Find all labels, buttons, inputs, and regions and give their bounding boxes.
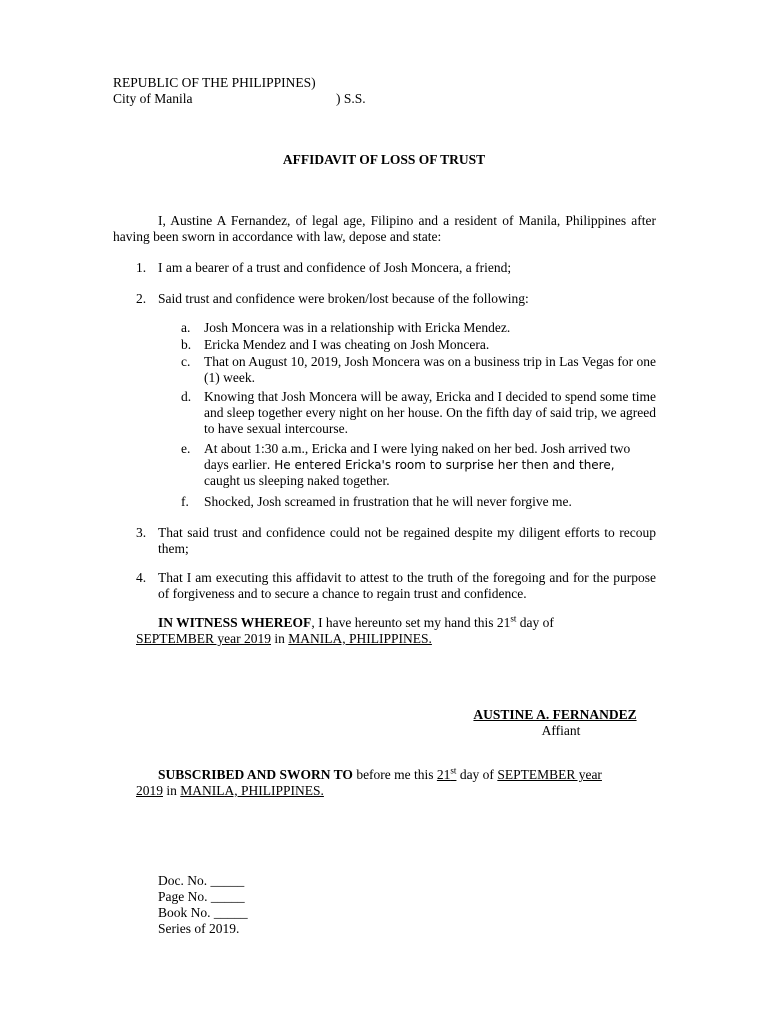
sworn-month: SEPTEMBER year [497, 767, 602, 782]
item-number: 1. [136, 260, 147, 275]
subitem-text-part: . He entered Ericka's room to surprise her then and there, [266, 458, 615, 472]
city-header: City of Manila [113, 91, 193, 106]
page-number: Page No. _____ [158, 889, 245, 904]
subitem-text: Shocked, Josh screamed in frustration that he will never forgive me. [204, 494, 572, 509]
item-text: That said trust and confidence could not be regained despite my diligent efforts to recoup them; [158, 525, 656, 556]
subitem-letter: b. [181, 337, 192, 352]
sworn-paragraph [136, 767, 656, 799]
document-title: AFFIDAVIT OF LOSS OF TRUST [282, 152, 486, 167]
doc-number: Doc. No. _____ [158, 873, 245, 888]
witness-paragraph [136, 615, 656, 647]
witness-text: day of [516, 615, 554, 630]
item-text: Said trust and confidence were broken/lost because of the following: [158, 291, 529, 306]
sworn-text: in [163, 783, 181, 798]
witness-text: in [271, 631, 289, 646]
subitem-text-part: At about 1:30 a.m., Ericka and I were lying naked on her bed. Josh arrived two days earlier [204, 441, 631, 472]
ss-label: ) S.S. [336, 91, 366, 106]
item-number: 4. [136, 570, 147, 585]
affiant-role: Affiant [541, 723, 581, 738]
subitem-letter: c. [181, 354, 191, 369]
affiant-name: AUSTINE A. FERNANDEZ [473, 707, 637, 722]
subitem-text: That on August 10, 2019, Josh Moncera was on a business trip in Las Vegas for one (1) week. [204, 354, 656, 385]
sworn-day: 21st [436, 765, 457, 782]
subitem-text-part: caught us sleeping naked together. [204, 473, 390, 488]
subitem-letter: f. [181, 494, 189, 509]
witness-sup: st [510, 613, 517, 624]
sworn-text: before me this [352, 767, 437, 782]
series: Series of 2019. [158, 921, 240, 936]
intro-paragraph: I, Austine A Fernandez, of legal age, Filipino and a resident of Manila, Philippines after having been sworn in accordance with law, depose and state: [113, 213, 656, 244]
witness-lead: IN WITNESS WHEREOF [158, 615, 312, 630]
subitem-text: Josh Moncera was in a relationship with Ericka Mendez. [204, 320, 511, 335]
sworn-text: day of [456, 767, 498, 782]
subitem-text [204, 441, 656, 489]
item-text: I am a bearer of a trust and confidence of Josh Moncera, a friend; [158, 260, 512, 275]
item-text: That I am executing this affidavit to attest to the truth of the foregoing and for the purpose of forgiveness and to secure a chance to regain trust and confidence. [158, 570, 656, 601]
sworn-place: MANILA, PHILIPPINES. [180, 783, 324, 798]
item-number: 3. [136, 525, 147, 540]
witness-place: MANILA, PHILIPPINES. [288, 631, 432, 646]
sworn-lead: SUBSCRIBED AND SWORN TO [158, 767, 353, 782]
subitem-text: Knowing that Josh Moncera will be away, Ericka and I decided to spend some time and sleep together every night on her house. On the fifth day of said trip, we agreed to have sexual intercourse. [204, 389, 656, 436]
subitem-text: Ericka Mendez and I was cheating on Josh Moncera. [204, 337, 490, 352]
item-number: 2. [136, 291, 147, 306]
witness-text: , I have hereunto set my hand this 21 [311, 615, 511, 630]
book-number: Book No. _____ [158, 905, 248, 920]
subitem-letter: e. [181, 441, 191, 456]
subitem-letter: d. [181, 389, 192, 404]
subitem-letter: a. [181, 320, 191, 335]
sworn-year: 2019 [136, 783, 163, 798]
republic-header: REPUBLIC OF THE PHILIPPINES) [113, 75, 316, 90]
witness-date: SEPTEMBER year 2019 [136, 631, 271, 646]
